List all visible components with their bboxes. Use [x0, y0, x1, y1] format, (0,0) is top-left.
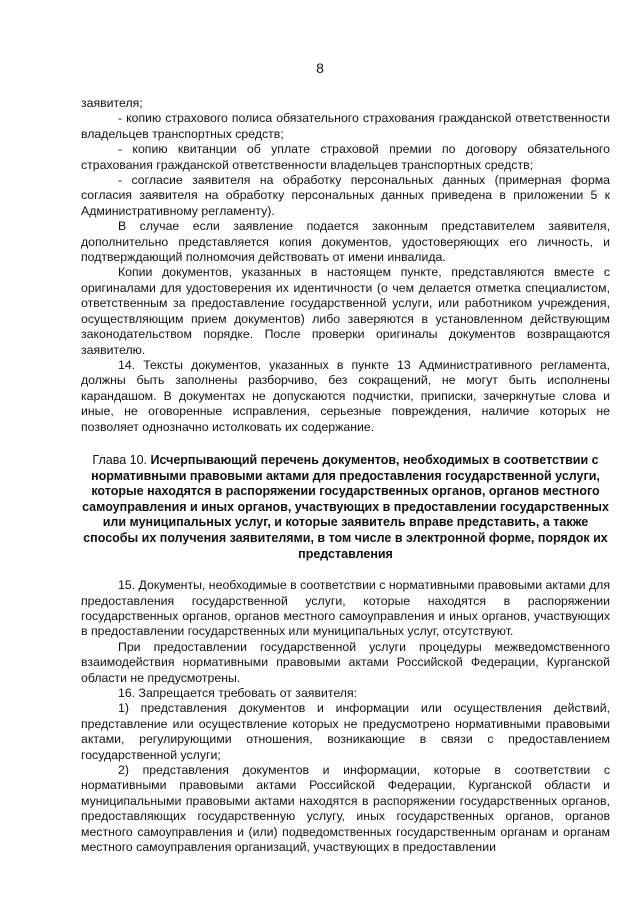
page-number: 8: [316, 60, 324, 76]
paragraph-16-item-1: 1) представления документов и информации или осуществления действий, представление или осуществление которых не предусмотрено нормативными правовыми актами, регулирующими отношения, возникающие в связи с предоставлением государственной услуги;: [81, 701, 610, 762]
paragraph-16-item-2: 2) представления документов и информации, которые в соответствии с нормативными правовыми актами Российской Федерации, Курганской области и муниципальными правовыми актами находятся в распоряжении государственных органов, предоставляющих государственную услугу, иных государственных органов, органов местного самоуправления и (или) подведомственных государственным органам и органам местного самоуправления организаций, участвующих в предоставлении: [81, 762, 610, 854]
paragraph-16: 16. Запрещается требовать от заявителя:: [118, 685, 358, 700]
chapter-heading-title: Исчерпывающий перечень документов, необходимых в соответствии с нормативными правовыми актами для предоставления государственной услуги, которые находятся в распоряжении государственных органов, органов местного самоуправления и иных органов, участвующих в предоставлении государственных или муниципальных услуг, и которые заявитель вправе представить, а также способы их получения заявителями, в том числе в электронной форме, порядок их представления: [82, 452, 609, 561]
document-body: [81, 96, 610, 855]
paragraph-interagency: При предоставлении государственной услуги процедуры межведомственного взаимодействия нормативными правовыми актами Российской Федерации, Курганской области не предусмотрены.: [81, 639, 610, 685]
paragraph-document-copies: Копии документов, указанных в настоящем пункте, представляются вместе с оригиналами для удостоверения их идентичности (о чем делается отметка специалистом, ответственным за предоставление государственной услуги, или работником учреждения, осуществляющим прием документов) либо заверяются в установленном действующим законодательством порядке. После проверки оригиналы документов возвращаются заявителю.: [81, 265, 610, 357]
list-item-insurance-receipt: - копию квитанции об уплате страховой премии по договору обязательного страхования гражданской ответственности владельцев транспортных средств;: [81, 142, 610, 172]
chapter-heading-prefix: Глава 10.: [92, 452, 151, 467]
paragraph-legal-representative: В случае если заявление подается законным представителем заявителя, дополнительно представляется копия документов, удостоверяющих его личность, и подтверждающий полномочия действовать от имени инвалида.: [81, 219, 610, 265]
list-item-insurance-policy: - копию страхового полиса обязательного страхования гражданской ответственности владельцев транспортных средств;: [81, 111, 610, 141]
paragraph-15: 15. Документы, необходимые в соответствии с нормативными правовыми актами для предоставления государственной услуги, которые находятся в распоряжении государственных органов, органов местного самоуправления и иных органов, участвующих в предоставлении государственных или муниципальных услуг, отсутствуют.: [81, 578, 610, 639]
chapter-heading: [81, 453, 610, 562]
list-item-consent: - согласие заявителя на обработку персональных данных (примерная форма согласия заявителя на обработку персональных данных приведена в приложении 5 к Административному регламенту).: [81, 173, 610, 218]
paragraph-14: 14. Тексты документов, указанных в пункте 13 Административного регламента, должны быть заполнены разборчиво, без сокращений, не могут быть исполнены карандашом. В документах не допускаются подчистки, приписки, зачеркнутые слова и иные, не оговоренные исправления, серьезные повреждения, наличие которых не позволяет однозначно истолковать их содержание.: [81, 357, 610, 434]
paragraph-continuation: заявителя;: [81, 96, 143, 110]
